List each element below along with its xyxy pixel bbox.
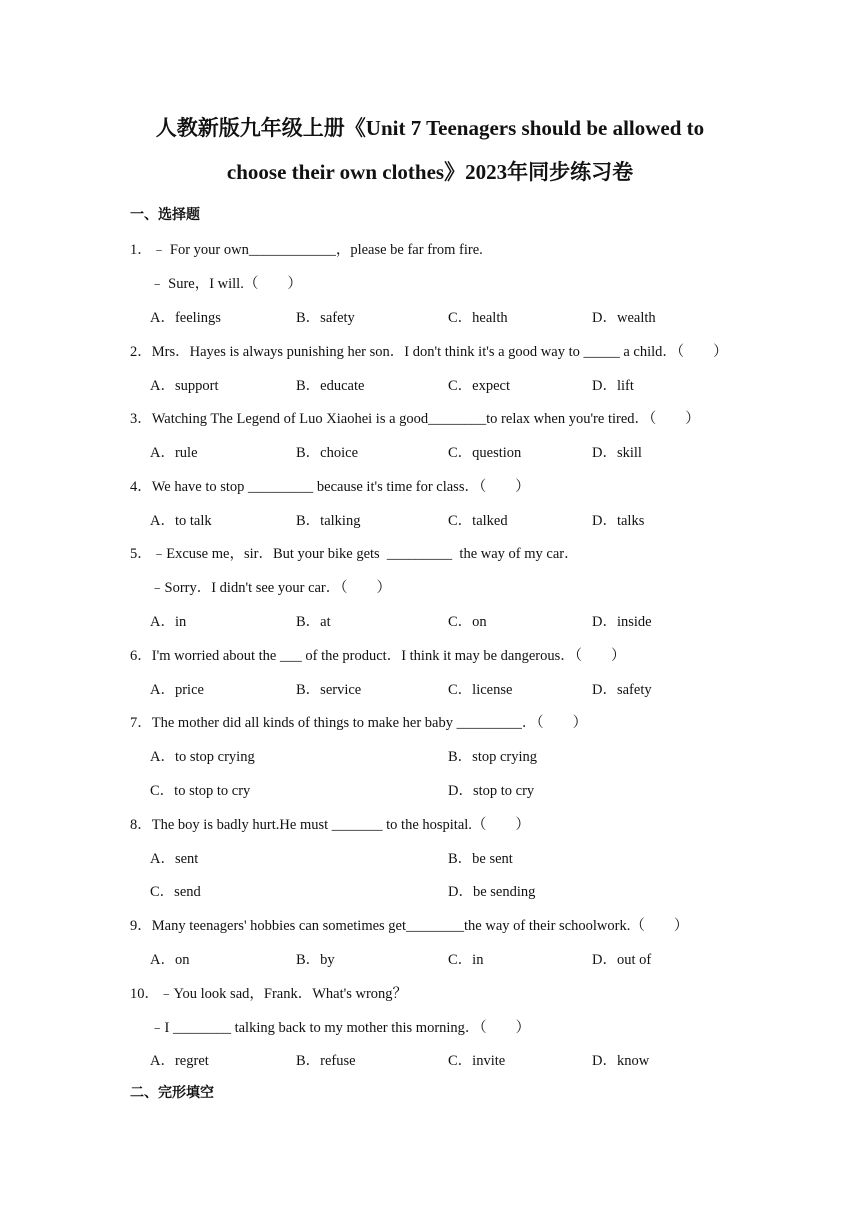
question-5-option-a[interactable]: A．in: [150, 614, 187, 630]
question-3-option-c[interactable]: C．question: [448, 445, 522, 461]
question-9-stem: 9．Many teenagers' hobbies can sometimes get________the way of their schoolwork.（ ）: [130, 918, 689, 934]
question-7-option-c[interactable]: C．to stop to cry: [150, 783, 251, 799]
question-10-reply: ﹣I ________ talking back to my mother this morning．（ ）: [150, 1020, 531, 1036]
question-6-option-b[interactable]: B．service: [296, 682, 362, 698]
question-2-option-a[interactable]: A．support: [150, 378, 219, 394]
question-4-option-d[interactable]: D．talks: [592, 513, 645, 529]
question-9-option-c[interactable]: C．in: [448, 952, 484, 968]
question-3-stem: 3．Watching The Legend of Luo Xiaohei is a good________to relax when you're tired．（ ）: [130, 411, 700, 427]
question-2-option-b[interactable]: B．educate: [296, 378, 365, 394]
question-6-option-d[interactable]: D．safety: [592, 682, 652, 698]
page-title-line-1: 人教新版九年级上册《Unit 7 Teenagers should be allowed to: [155, 116, 705, 140]
question-9-option-d[interactable]: D．out of: [592, 952, 652, 968]
question-1-reply: ﹣ Sure，I will.（ ）: [150, 276, 302, 292]
question-2-option-c[interactable]: C．expect: [448, 378, 511, 394]
question-5-option-d[interactable]: D．inside: [592, 614, 652, 630]
question-4-option-b[interactable]: B．talking: [296, 513, 361, 529]
question-1-stem: 1．﹣ For your own____________，please be far from fire.: [130, 242, 483, 258]
question-6-option-c[interactable]: C．license: [448, 682, 513, 698]
question-7-option-d[interactable]: D．stop to cry: [448, 783, 535, 799]
question-6-option-a[interactable]: A．price: [150, 682, 204, 698]
question-10-option-c[interactable]: C．invite: [448, 1053, 506, 1069]
question-8-option-a[interactable]: A．sent: [150, 851, 199, 867]
question-1-option-b[interactable]: B．safety: [296, 310, 355, 326]
question-9-option-b[interactable]: B．by: [296, 952, 335, 968]
question-1-option-d[interactable]: D．wealth: [592, 310, 656, 326]
question-8-option-d[interactable]: D．be sending: [448, 884, 536, 900]
question-2-stem: 2．Mrs．Hayes is always punishing her son．I don't think it's a good way to _____ a child．（ ）: [130, 344, 728, 360]
question-5-option-c[interactable]: C．on: [448, 614, 487, 630]
question-9-option-a[interactable]: A．on: [150, 952, 190, 968]
question-7-option-a[interactable]: A．to stop crying: [150, 749, 255, 765]
question-10-stem: 10．﹣You look sad，Frank．What's wrong？: [130, 986, 408, 1002]
question-1-option-c[interactable]: C．health: [448, 310, 508, 326]
question-3-option-b[interactable]: B．choice: [296, 445, 359, 461]
question-7-option-b[interactable]: B．stop crying: [448, 749, 538, 765]
question-8-option-c[interactable]: C．send: [150, 884, 201, 900]
question-7-stem: 7．The mother did all kinds of things to make her baby _________．（ ）: [130, 715, 588, 731]
question-8-option-b[interactable]: B．be sent: [448, 851, 513, 867]
section-heading-cloze: 二、完形填空: [130, 1086, 214, 1101]
question-4-stem: 4．We have to stop _________ because it's time for class．（ ）: [130, 479, 530, 495]
question-10-option-d[interactable]: D．know: [592, 1053, 650, 1069]
question-8-stem: 8．The boy is badly hurt.He must _______ to the hospital.（ ）: [130, 817, 530, 833]
page-title-line-2: choose their own clothes》2023年同步练习卷: [226, 160, 634, 184]
question-1-option-a[interactable]: A．feelings: [150, 310, 221, 326]
question-10-option-a[interactable]: A．regret: [150, 1053, 209, 1069]
question-5-option-b[interactable]: B．at: [296, 614, 331, 630]
question-5-stem: 5．﹣Excuse me，sir．But your bike gets _________ the way of my car．: [130, 546, 579, 562]
question-2-option-d[interactable]: D．lift: [592, 378, 634, 394]
question-5-reply: ﹣Sorry．I didn't see your car．（ ）: [150, 580, 392, 596]
question-10-option-b[interactable]: B．refuse: [296, 1053, 356, 1069]
question-6-stem: 6．I'm worried about the ___ of the product．I think it may be dangerous．（ ）: [130, 648, 626, 664]
question-3-option-d[interactable]: D．skill: [592, 445, 642, 461]
question-4-option-c[interactable]: C．talked: [448, 513, 508, 529]
question-3-option-a[interactable]: A．rule: [150, 445, 198, 461]
section-heading-choice: 一、选择题: [130, 208, 200, 223]
question-4-option-a[interactable]: A．to talk: [150, 513, 212, 529]
